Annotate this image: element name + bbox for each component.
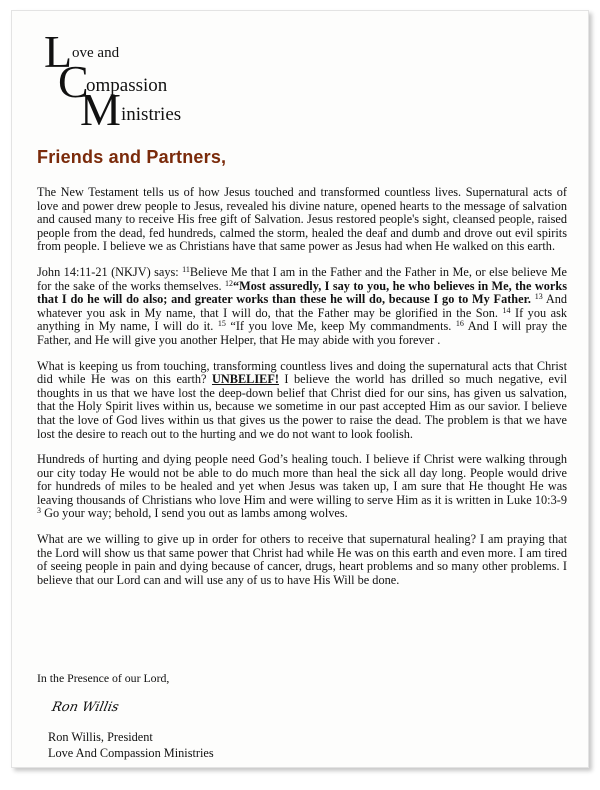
signature: Ron Willis [50,700,121,715]
paragraph-4 [37,453,567,521]
letter-body [37,186,567,599]
ministry-logo [40,26,260,135]
verse-number: 3 [37,506,41,516]
logo-letter-l: L [44,26,73,77]
verse-number: 13 [534,292,543,302]
paragraph-4-verse: Go your way; behold, I send you out as lambs among wolves. [41,506,348,521]
paragraph-3-start: What is keeping us from touching, transforming countless lives and doing the supernatural acts that Christ did while He was on this earth? [37,358,567,387]
logo-word-compassion: ompassion [86,75,168,96]
signer-organization: Love And Compassion Ministries [48,745,214,760]
signer-block [48,730,214,761]
paragraph-3 [37,360,567,442]
logo-letter-c: C [58,56,89,107]
closing-line: In the Presence of our Lord, [37,671,170,685]
verse-number: 11 [182,264,190,274]
paragraph-4-text: Hundreds of hurting and dying people need God’s healing touch. I believe if Christ were walking through our city today He would not be able to do much more than heal the sick all day long. People would drive for hundreds of miles to be healed and yet when Jesus was taken up, I am sure that He thought He was leaving thousands of Christians who love Him and were willing to serve Him as it is written in Luke 10:3-9 [37,452,567,507]
verse-11-text: Believe Me that I am in the Father and the Father in Me, or else believe Me for the sake of the works themselves. [37,264,567,293]
logo-word-love-and: ove and [72,45,120,61]
verse-14-text: If you ask anything in My name, I will do it. [37,305,568,334]
verse-15-text: “If you love Me, keep My commandments. [225,319,452,334]
verse-12-text: “Most assuredly, I say to you, he who believes in Me, the works that I do he will do also; and greater works than these he will do, because I go to My Father. [37,278,567,307]
paragraph-2-scripture [37,266,567,348]
scripture-reference: John 14:11-21 (NKJV) says: [37,264,183,279]
verse-13-text: And whatever you ask in My name, that I will do, that the Father may be glorified in the Son. [37,292,568,320]
paragraph-5: What are we willing to give up in order for others to receive that supernatural healing? I am praying that the Lord will show us that same power that Christ had while He was on this earth and even more. I am tired of seeing people in pain and dying because of cancer, drugs, heart problems and so many other problems. I believe that our Lord can and will use any of us to have His Will be done. [37,532,567,587]
letter-greeting: Friends and Partners, [37,147,227,167]
verse-number: 15 [217,319,226,329]
verse-16-text: And I will pray the Father, and He will give you another Helper, that He may abide with you forever . [37,319,567,347]
verse-number: 14 [502,305,511,315]
logo-word-ministries: inistries [121,104,182,125]
signer-name: Ron Willis, President [48,730,153,744]
letter-page [11,10,589,768]
paragraph-3-end: I believe the world has drilled so much negative, evil thoughts in us that we have lost the deep-down belief that Christ died for our sins, has given us salvation, that the Holy Spirit lives within us, because we sometime in our past accepted Him as our savior. I believe that the love of God lives within us that gives us the power to raise the dead. The problem is that we have lost the desire to reach out to the hurting and we do not want to look foolish. [37,372,567,441]
unbelief-emphasis: UNBELIEF! [211,372,279,387]
paragraph-1: The New Testament tells us of how Jesus touched and transformed countless lives. Supernatural acts of love and power drew people to Jesus, revealed his divine nature, opened hearts to the message of salvation and caused many to receive His free gift of Salvation. Jesus restored people's sight, cleansed people, raised people from the dead, fed hundreds, calmed the storm, healed the deaf and dumb and drove out evil spirits from people. I believe we as Christians have that same power as Jesus had when He walked on this earth. [37,185,567,254]
verse-number: 12 [225,278,234,288]
logo-letter-m: M [80,84,121,135]
verse-number: 16 [455,319,464,329]
